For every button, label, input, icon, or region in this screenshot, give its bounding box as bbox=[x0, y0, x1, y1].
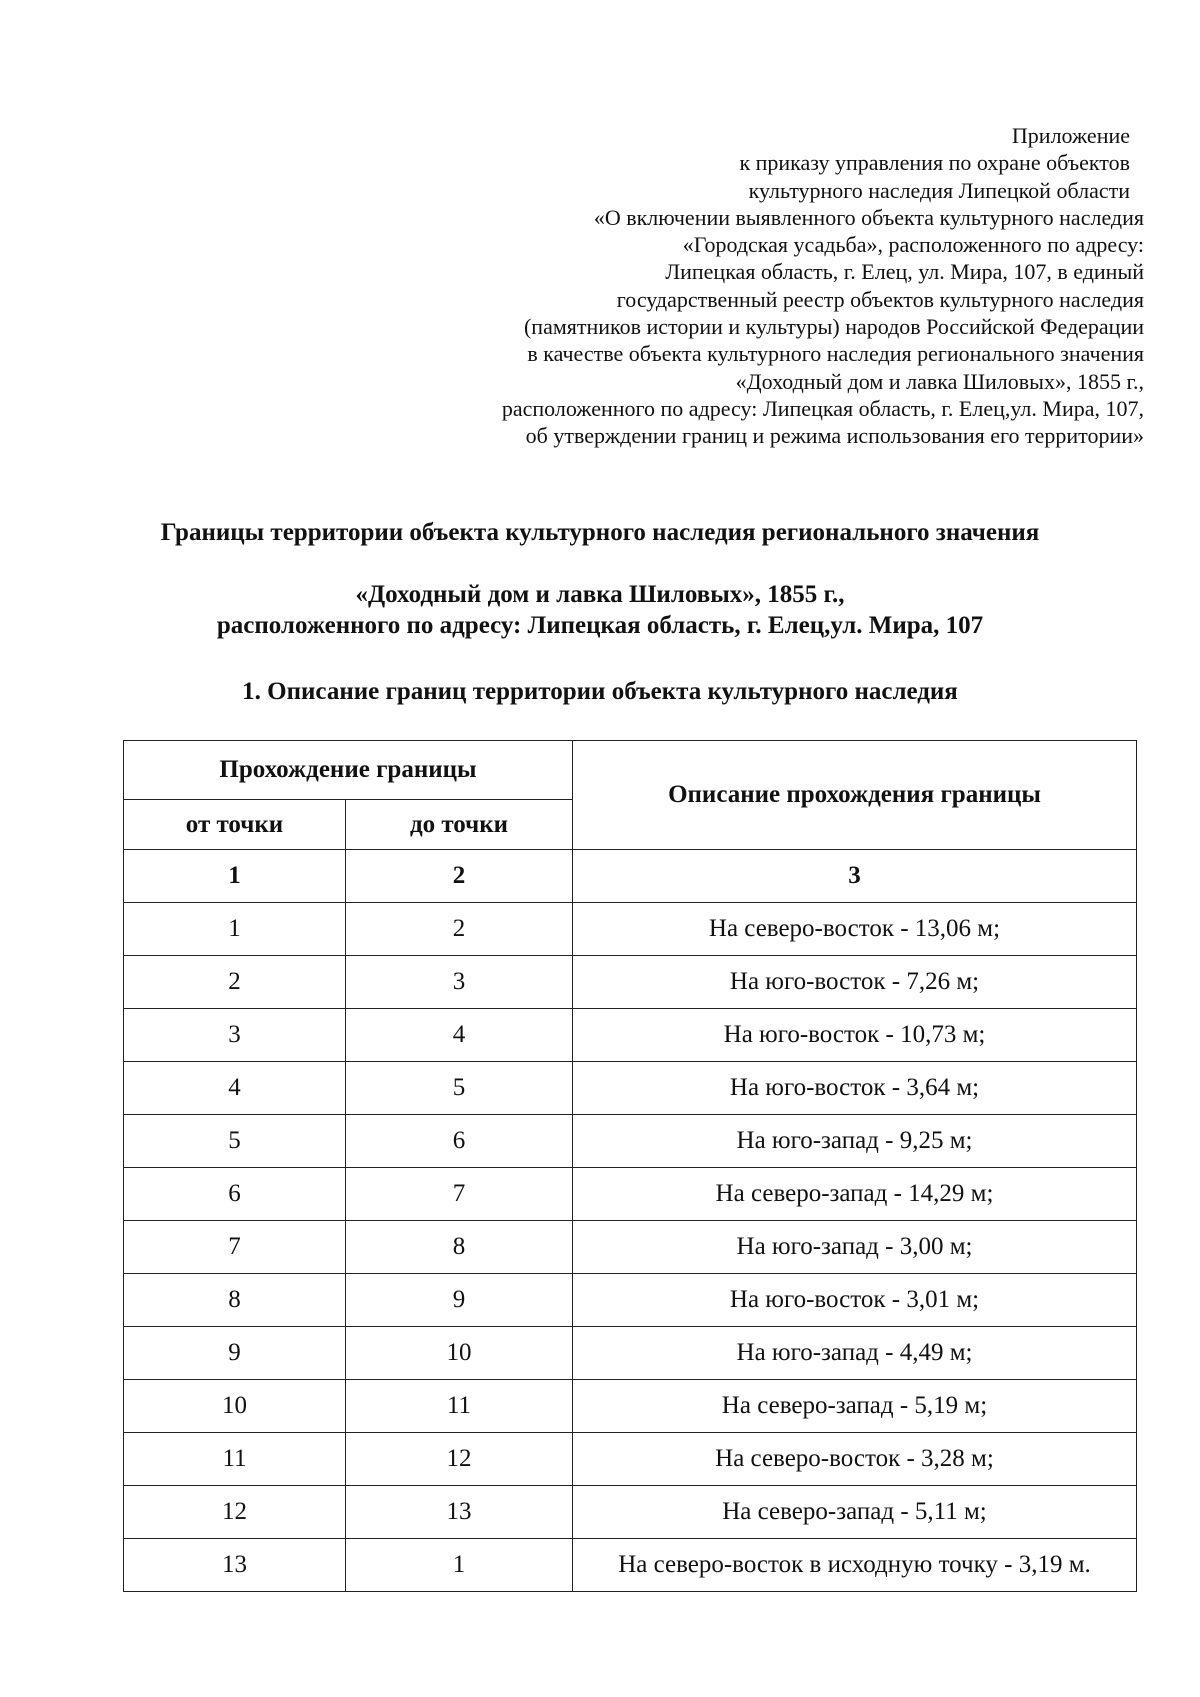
table-row bbox=[124, 956, 1137, 1009]
cell-to-point: 9 bbox=[346, 1274, 573, 1327]
table-row bbox=[124, 1168, 1137, 1221]
appendix-line: в качестве объекта культурного наследия регионального значения bbox=[527, 341, 1144, 367]
cell-to-point: 4 bbox=[346, 1009, 573, 1062]
cell-to-point: 10 bbox=[346, 1327, 573, 1380]
cell-description: На северо-восток - 3,28 м; bbox=[573, 1433, 1137, 1486]
appendix-line: культурного наследия Липецкой области bbox=[748, 177, 1130, 203]
cell-from-point: 10 bbox=[124, 1380, 346, 1433]
appendix-line: «О включении выявленного объекта культурного наследия bbox=[593, 204, 1144, 230]
header-from-point: от точки bbox=[124, 800, 346, 850]
table-row bbox=[124, 903, 1137, 956]
appendix-line: «Городская усадьба», расположенного по адресу: bbox=[682, 232, 1144, 258]
cell-description: На юго-восток - 10,73 м; bbox=[573, 1009, 1137, 1062]
appendix-line: (памятников истории и культуры) народов Российской Федерации bbox=[523, 314, 1144, 340]
table-row bbox=[124, 1115, 1137, 1168]
cell-to-point: 2 bbox=[346, 903, 573, 956]
table-row bbox=[124, 1274, 1137, 1327]
table-row bbox=[124, 1433, 1137, 1486]
appendix-line: к приказу управления по охране объектов bbox=[739, 150, 1130, 176]
cell-from-point: 4 bbox=[124, 1062, 346, 1115]
cell-to-point: 13 bbox=[346, 1486, 573, 1539]
cell-description: На юго-запад - 9,25 м; bbox=[573, 1115, 1137, 1168]
cell-from-point: 8 bbox=[124, 1274, 346, 1327]
cell-from-point: 7 bbox=[124, 1221, 346, 1274]
table-row bbox=[124, 1009, 1137, 1062]
appendix-header bbox=[344, 122, 1144, 450]
cell-to-point: 5 bbox=[346, 1062, 573, 1115]
column-number: 2 bbox=[346, 850, 573, 903]
column-number: 3 bbox=[573, 850, 1137, 903]
cell-description: На юго-запад - 3,00 м; bbox=[573, 1221, 1137, 1274]
appendix-line: Приложение bbox=[1011, 123, 1130, 148]
object-name: «Доходный дом и лавка Шиловых», 1855 г., bbox=[355, 581, 845, 608]
cell-description: На северо-запад - 5,19 м; bbox=[573, 1380, 1137, 1433]
cell-description: На юго-восток - 7,26 м; bbox=[573, 956, 1137, 1009]
cell-description: На юго-восток - 3,01 м; bbox=[573, 1274, 1137, 1327]
cell-to-point: 7 bbox=[346, 1168, 573, 1221]
appendix-line: Липецкая область, г. Елец, ул. Мира, 107, в единый bbox=[665, 259, 1144, 285]
cell-description: На северо-восток в исходную точку - 3,19 м. bbox=[573, 1539, 1137, 1592]
cell-description: На юго-восток - 3,64 м; bbox=[573, 1062, 1137, 1115]
cell-description: На северо-восток - 13,06 м; bbox=[573, 903, 1137, 956]
column-number: 1 bbox=[124, 850, 346, 903]
cell-from-point: 12 bbox=[124, 1486, 346, 1539]
cell-from-point: 11 bbox=[124, 1433, 346, 1486]
column-number-row bbox=[124, 850, 1137, 903]
cell-from-point: 3 bbox=[124, 1009, 346, 1062]
table-row bbox=[124, 1327, 1137, 1380]
cell-to-point: 3 bbox=[346, 956, 573, 1009]
cell-to-point: 11 bbox=[346, 1380, 573, 1433]
document-title: Границы территории объекта культурного наследия регионального значения bbox=[160, 519, 1040, 546]
cell-from-point: 13 bbox=[124, 1539, 346, 1592]
cell-from-point: 9 bbox=[124, 1327, 346, 1380]
table-row bbox=[124, 1539, 1137, 1592]
cell-description: На юго-запад - 4,49 м; bbox=[573, 1327, 1137, 1380]
appendix-line: об утверждении границ и режима использования его территории» bbox=[525, 423, 1144, 449]
cell-to-point: 1 bbox=[346, 1539, 573, 1592]
cell-from-point: 2 bbox=[124, 956, 346, 1009]
table-row bbox=[124, 1380, 1137, 1433]
cell-description: На северо-запад - 14,29 м; bbox=[573, 1168, 1137, 1221]
appendix-line: расположенного по адресу: Липецкая область, г. Елец,ул. Мира, 107, bbox=[501, 395, 1144, 421]
cell-to-point: 12 bbox=[346, 1433, 573, 1486]
cell-from-point: 6 bbox=[124, 1168, 346, 1221]
cell-from-point: 1 bbox=[124, 903, 346, 956]
appendix-line: «Доходный дом и лавка Шиловых», 1855 г., bbox=[735, 368, 1144, 394]
table-row bbox=[124, 1062, 1137, 1115]
table-row bbox=[124, 1486, 1137, 1539]
cell-from-point: 5 bbox=[124, 1115, 346, 1168]
boundary-table bbox=[123, 740, 1137, 1592]
section-heading: 1. Описание границ территории объекта культурного наследия bbox=[242, 678, 958, 705]
cell-to-point: 8 bbox=[346, 1221, 573, 1274]
table-row bbox=[124, 1221, 1137, 1274]
cell-description: На северо-запад - 5,11 м; bbox=[573, 1486, 1137, 1539]
appendix-line: государственный реестр объектов культурного наследия bbox=[616, 286, 1144, 312]
object-address: расположенного по адресу: Липецкая область, г. Елец,ул. Мира, 107 bbox=[216, 612, 984, 639]
header-boundary-passage: Прохождение границы bbox=[124, 741, 573, 800]
cell-to-point: 6 bbox=[346, 1115, 573, 1168]
header-to-point: до точки bbox=[346, 800, 573, 850]
header-description: Описание прохождения границы bbox=[573, 741, 1137, 850]
